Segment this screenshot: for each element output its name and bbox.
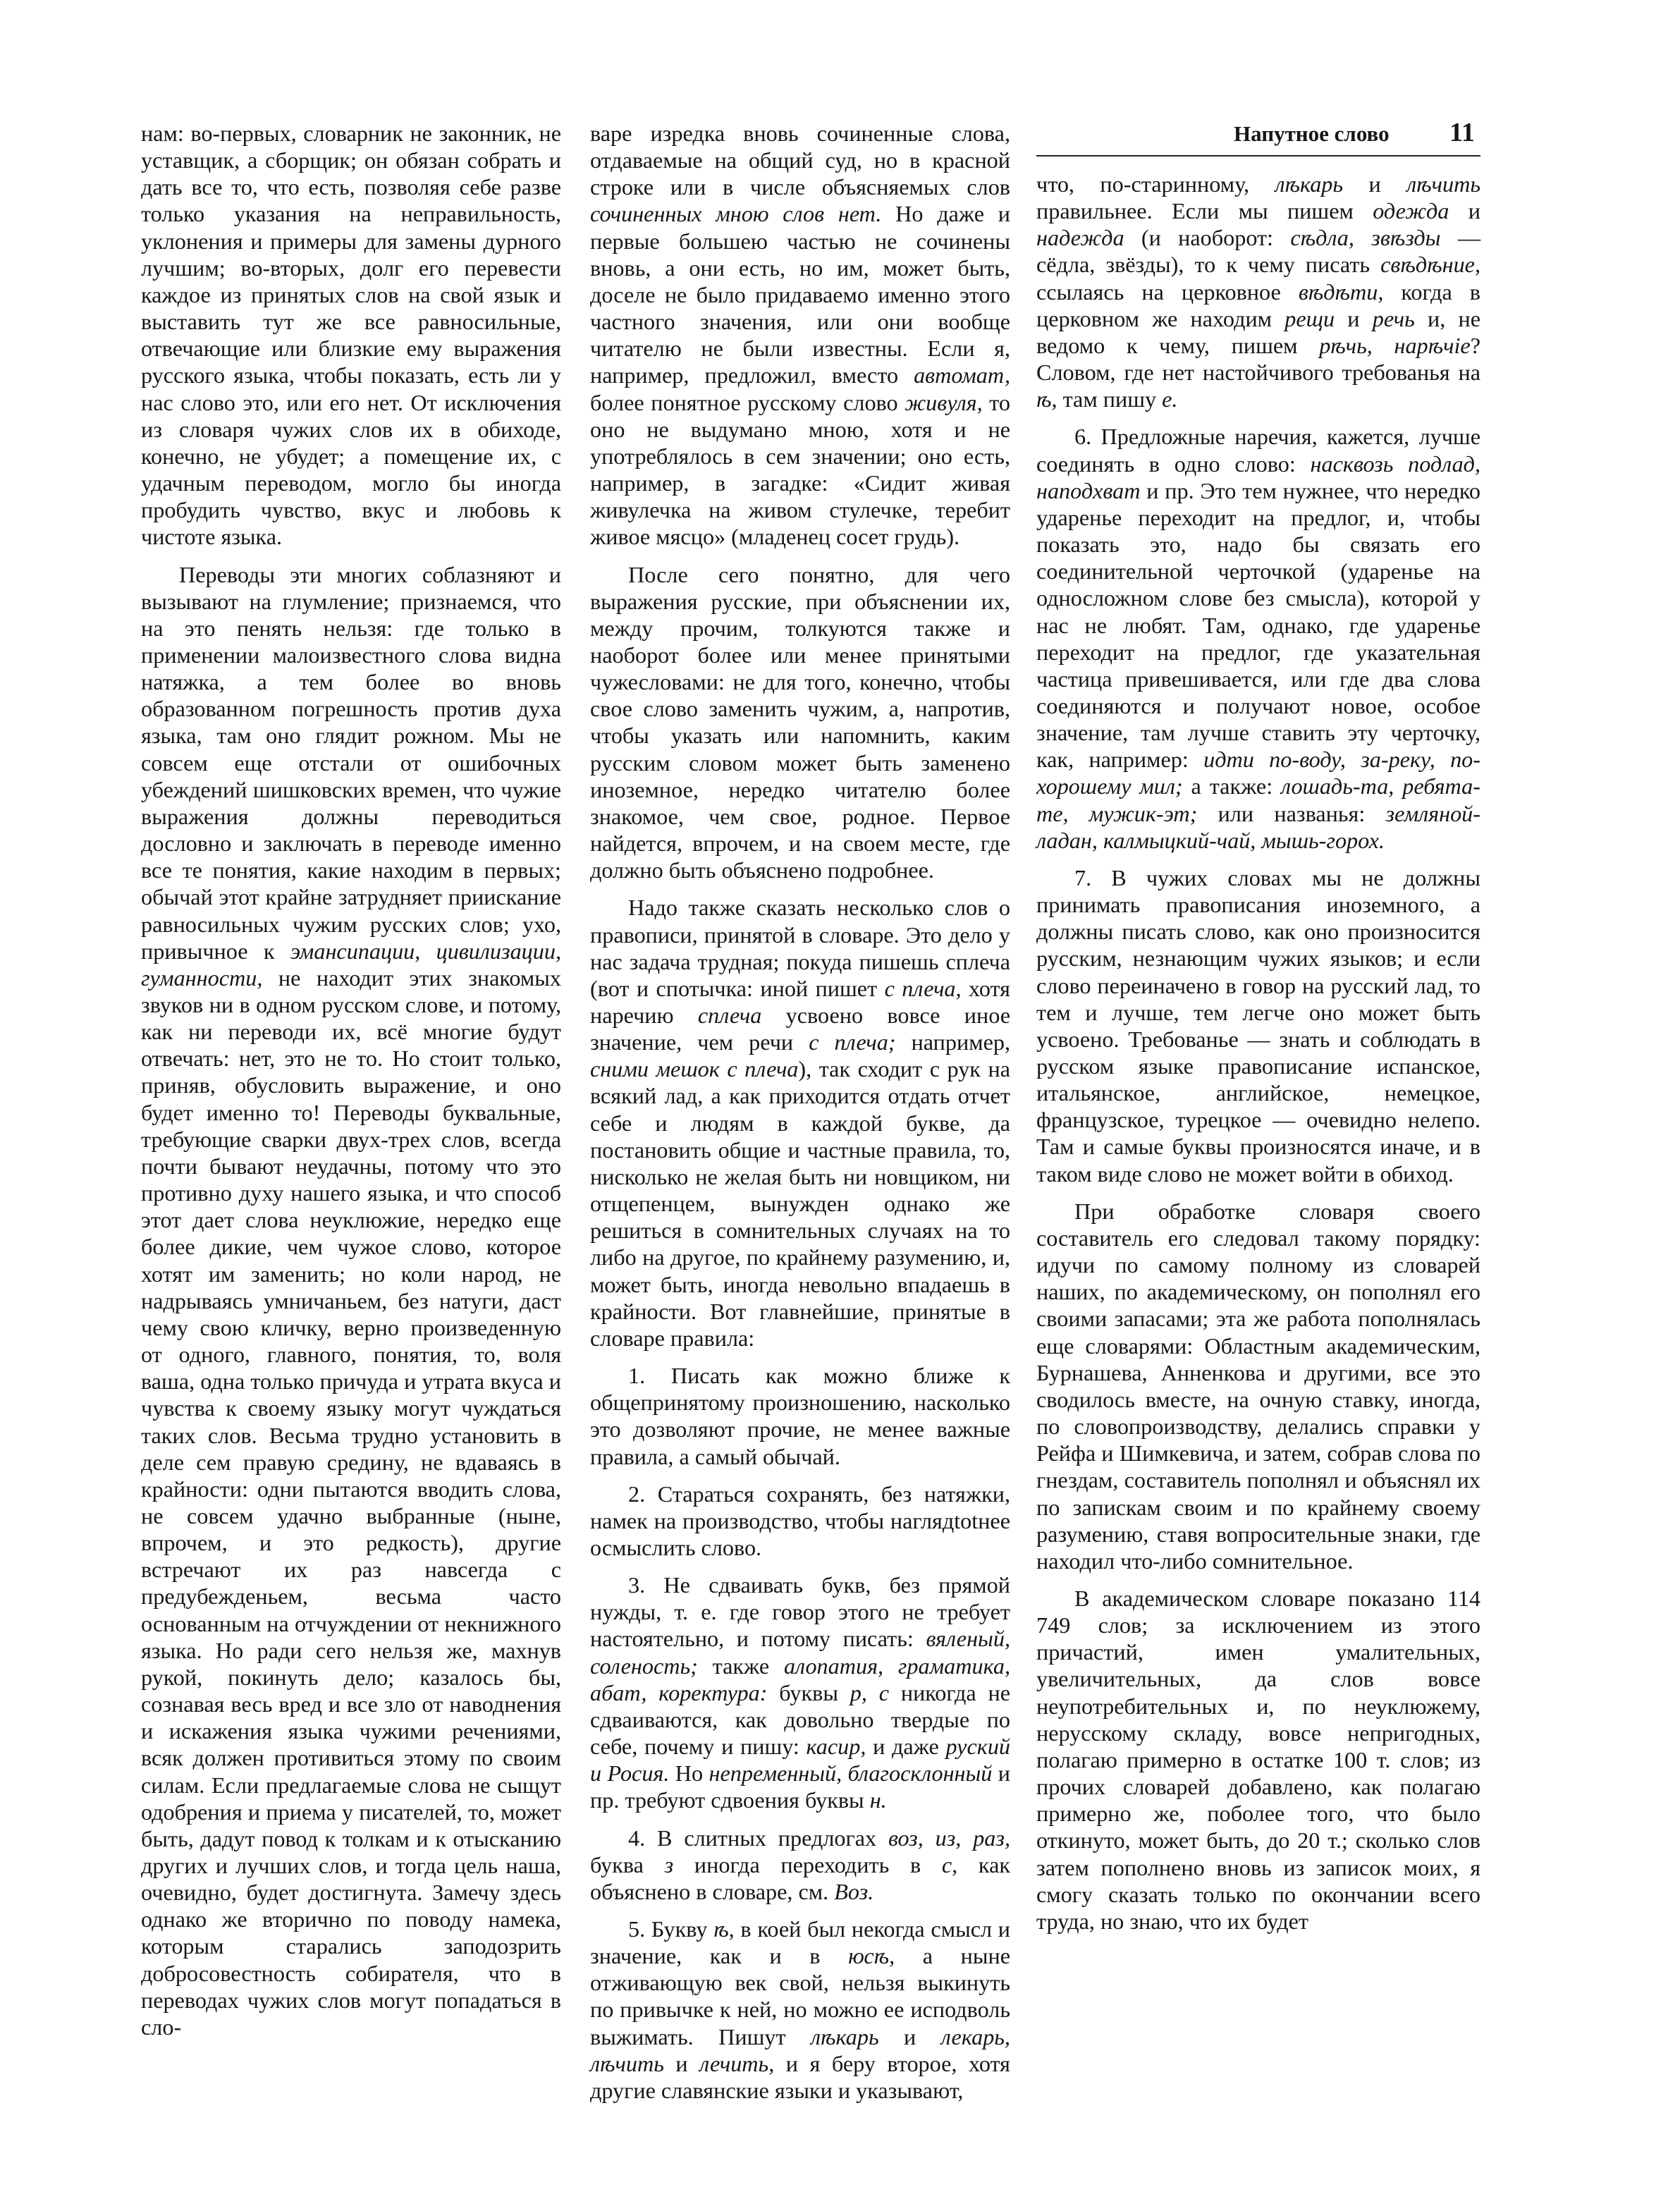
text-run: и (1335, 305, 1373, 331)
italic-term: автомат, (914, 362, 1010, 388)
italic-term: лечить, (699, 2050, 775, 2076)
italic-term: н. (869, 1787, 887, 1813)
italic-term: с плеча, (884, 975, 962, 1001)
text-run: а ныне отживающую век свой, нельзя выкинуть по привычке к ней, но можно ее исподволь выжимать. Пишут (590, 1943, 1010, 2049)
italic-term: рѣчь, нарѣчіе (1319, 332, 1471, 358)
text-run: 1. Писать как можно ближе к общепринятому произношению, насколько это дозволяют прочие, не менее важные правила, а самый обычай. (590, 1363, 1010, 1469)
text-run: нам: во-первых, словарник не законник, не уставщик, а сборщик; он обязан собрать и дать все то, что есть, позволяя себе разве только указания на неправильность, уклонения и примеры для замены дурного лучшим; во-вторых, долг его перевести каждое из принятых слов на свой язык и выставить тут же все равносильные, отвечающие или близкие ему выражения русского языка, чтобы показать, есть ли у нас слово это, или его нет. От исключения из словаря чужих слов их в обиходе, конечно, не убудет; а помещение их, с удачным переводом, могло бы иногда пробудить чувство, вкус и любовь к чистоте языка. (141, 121, 561, 550)
text-run: не находит этих знакомых звуков ни в одном русском слове, и потому, как ни переводи их, всё многие будут отвечать: нет, это не то. Но стоит только, приняв, обусловить выражение, и оно будет именно то! Переводы буквальные, требующие сварки двух-трех слов, всегда почти бывают неудачны, потому что это противно духу нашего языка, и что способ этот дает слова неуклюжие, нередко еще более дикие, чем чужое слово, которое хотят им заменить; но коли народ, не надрываясь умничаньем, без натуги, даст чему свою кличку, верно произведенную от одного, главного, понятия, то, воля ваша, одна только причуда и утрата вкуса и чувства к своему языку могут чуждаться таких слов. Весьма трудно установить в деле сем правую средину, не вдаваясь в крайности: одни пытаются вводить слова, не совсем удачно выбранные (ныне, впрочем, и это редкость), другие встречают их раз навсегда с предубежденьем, весьма часто основанным на отчуждении от некнижного языка. Но ради сего нельзя же, махнув рукой, покинуть дело; казалось бы, сознавая весь вред и все зло от наводнения и искажения языка чужими речениями, всяк должен противиться этому по своим силам. Если предлагаемые слова не сыщут одобрения и приема у писателей, то, может быть, дадут повод к толкам и к отысканию других и лучших слов, и тогда цель наша, очевидно, будет достигнута. Замечу здесь однако же вторично по поводу намека, которым старались заподозрить добросовестность собирателя, что в переводах чужих слов могут попадаться в сло- (141, 964, 561, 2040)
text-run: — сёдла, звёзды), то к чему писать (1036, 225, 1480, 278)
text-run: 2. Стараться сохранять, без натяжки, намек на производство, чтобы наглядtotнее осмыслить слово. (590, 1481, 1010, 1560)
italic-term: вяленый, соленость; (590, 1626, 1010, 1679)
text-run: например, (895, 1029, 1010, 1055)
text-run: Но (669, 1760, 709, 1787)
paragraph (590, 1825, 1010, 1905)
italic-term: лекарь, лѣчить (590, 2023, 1010, 2076)
text-run: и (1449, 198, 1480, 224)
paragraph (1036, 1585, 1480, 1935)
paragraph (1036, 171, 1480, 412)
text-run: , в коей был некогда смысл и значение, как и в (590, 1916, 1010, 1969)
italic-term: речь (1372, 305, 1415, 331)
paragraph (1036, 423, 1480, 854)
text-run: и (1343, 171, 1407, 197)
text-run: когда в церковном же находим (1036, 278, 1480, 331)
text-run: и, не ведомо к чему, пишем (1036, 305, 1480, 358)
paragraph (141, 561, 561, 2041)
italic-term: сѣдла, звѣзды (1290, 225, 1441, 251)
text-run: а также: (1182, 773, 1282, 799)
text-run: 3. Не сдваивать букв, без прямой нужды, т. е. где говор этого не требует настоятельно, и потому писать: (590, 1572, 1010, 1652)
text-run: правильнее. Если мы пишем (1036, 198, 1373, 224)
text-run: варе изредка вновь сочиненные слова, отдаваемые на общий суд, но в красной строке или в числе объясняемых слов (590, 121, 1010, 200)
italic-term: з (664, 1851, 674, 1877)
text-column-middle (590, 120, 1010, 2104)
italic-term: с плеча; (809, 1029, 896, 1055)
paragraph (590, 1571, 1010, 1813)
text-run: При обработке словаря своего составитель его следовал такому порядку: идучи по самому полному из словарей наших, по академическому, он пополнял его своими запасами; эта же работа пополнялась еще словарями: Областным академическим, Бурнашева, Анненкова и другими, все это сводилось вместе, на очную ставку, иногда, по словопроизводству, делались справки у Рейфа и Шимкевича, и затем, собрав слова по гнездам, составитель пополнял и объяснял их по запискам своим и по крайнему своему разумению, ставя вопросительные знаки, где находил что-либо сомнительное. (1036, 1198, 1480, 1574)
running-header-title: Напутное слово (1234, 121, 1390, 146)
italic-term: лѣкарь (811, 2023, 879, 2049)
italic-term: ѣ (713, 1916, 729, 1942)
text-run: 6. Предложные наречия, кажется, лучше соединять в одно слово: (1036, 424, 1480, 477)
text-run: что, по-старинному, (1036, 171, 1275, 197)
italic-term: касир, (806, 1734, 866, 1760)
text-run: то оно не выдумано мною, хотя и не употреблялось в сем значении; оно есть, например, в загадке: «Сидит живая живулечка на живом стулечке, теребит живое мясцо» (младенец сосет грудь). (590, 389, 1010, 550)
text-run: 4. В слитных предлогах (628, 1825, 888, 1851)
paragraph (590, 1916, 1010, 2104)
italic-term: сочиненных мною слов нет. (590, 201, 882, 227)
page-number: 11 (1449, 118, 1475, 147)
italic-term: свѣдѣние, (1380, 252, 1480, 278)
italic-term: воз, из, раз, (888, 1825, 1010, 1851)
text-run: ссылаясь на церковное (1036, 278, 1299, 305)
paragraph (141, 120, 561, 551)
text-run: также (697, 1653, 784, 1679)
text-run: и (878, 2023, 941, 2049)
text-run: хотя наречию (590, 975, 1010, 1028)
text-run: там пишу (1057, 386, 1163, 412)
italic-term: насквозь подлад, наподхват (1036, 451, 1481, 503)
text-column-right (1036, 171, 1480, 1935)
paragraph (590, 894, 1010, 1352)
text-run: и я беру второе, хотя другие славянские языки и указывают, (590, 2050, 1010, 2103)
italic-term: земляной-ладан, калмыцкий-чай, мышь-горох. (1036, 800, 1480, 853)
text-run: как объяснено в словаре, см. (590, 1851, 1010, 1904)
paragraph (590, 120, 1010, 551)
italic-term: лѣкарь (1275, 171, 1344, 197)
text-run: более понятное русскому слово (590, 389, 905, 415)
text-run: ), так сходит с рук на всякий лад, а как приходится отдать отчет себе и людям в каждой букве, да постановить общие и частные правила, то, нисколько не желая быть ни новщиком, ни отщепенцем, вынужден однако же решиться в сомнительных случаях на то либо на другое, по крайнему разумению, и, может быть, иногда невольно впадаешь в крайности. Вот главнейшие, принятые в словаре правила: (590, 1056, 1010, 1351)
text-run: 5. Букву (628, 1916, 714, 1942)
italic-term: Воз. (834, 1878, 874, 1904)
italic-term: юсѣ, (848, 1943, 895, 1969)
italic-term: эмансипации, цивилизации, гуманности, (141, 938, 561, 991)
italic-term: с, (941, 1851, 958, 1877)
header-rule (1036, 155, 1480, 157)
text-run: или названья: (1197, 800, 1386, 826)
italic-term: непременный, благосклонный (709, 1760, 993, 1787)
italic-term: р, с (850, 1679, 890, 1705)
italic-term: ѣ, (1036, 386, 1057, 412)
text-column-left (141, 120, 561, 2040)
text-run: После сего понятно, для чего выражения русские, при объяснении их, между прочим, толкуются также и наоборот более или менее принятыми чужесловами: не для того, конечно, чтобы свое слово заменить чужим, а, напротив, чтобы указать или напомнить, каким русским словом может быть заменено иноземное, нередко читателю более знакомое, чем свое, родное. Первое найдется, впрочем, и на своем месте, где должно быть объяснено подробнее. (590, 561, 1010, 883)
paragraph (590, 561, 1010, 884)
paragraph (1036, 864, 1480, 1187)
text-run: Переводы эти многих соблазняют и вызывают на глумление; признаемся, что на это пенять нельзя: где только в применении малоизвестного слова видна натяжка, а тем более во вновь образованном погрешность против духа языка, там оно глядит рожном. Мы не совсем еще отстали от ошибочных убеждений шишковских времен, что чужие выражения должны переводиться дословно и заключать в переводе именно все те понятия, какие находим в первых; обычай этот крайне затрудняет приискание равносильных чужим русских слов; ухо, привычное к (141, 561, 561, 964)
text-run: и пр. требуют сдвоения буквы (590, 1760, 1010, 1813)
italic-term: рещи (1284, 305, 1335, 331)
italic-term: идти по-воду, за-реку, по-хорошему мил; (1036, 747, 1480, 799)
text-run: Надо также сказать несколько слов о правописи, принятой в словаре. Это дело у нас задача трудная; покуда пишешь сплеча (вот и спотычка: иной пишет (590, 895, 1010, 1001)
italic-term: сплеча (697, 1003, 762, 1028)
paragraph (590, 1362, 1010, 1470)
text-run: усвоено вовсе иное значение, чем речи (590, 1003, 1010, 1055)
paragraph (590, 1481, 1010, 1561)
italic-term: лошадь-та, ребята-те, мужик-эт; (1036, 773, 1480, 826)
italic-term: руский и Росия. (590, 1734, 1011, 1787)
italic-term: живуля, (905, 389, 983, 415)
text-run: и пр. Это тем нужнее, что нередко ударенье переходит на предлог, и, чтобы показать это, надо бы связать его соединительной черточкой (ударенье на односложном слове без смысла), которой у нас не любят. Там, однако, где ударенье переходит на предлог, где указательная частица привешивается, или где два слова соединяются и получают новое, особое значение, там лучше ставить эту черточку, как, например: (1036, 477, 1480, 773)
text-run: В академическом словаре показано 114 749 слов; за исключением из этого причастий, имен умалительных, увеличительных, да слов вовсе неупотребительных и, по неуклюжему, нерусскому складу, вовсе непригодных, полагаю примерно в остатке 100 т. слов; из прочих словарей добавлено, как полагаю примерно же, поболее того, что было откинуто, может быть, до 20 т.; сколько слов затем пополнено вновь из записок моих, я смогу сказать только по окончании всего труда, но знаю, что их будет (1036, 1585, 1480, 1934)
text-run: буквы (767, 1679, 850, 1705)
italic-term: надежда (1036, 225, 1124, 251)
text-run: никогда не сдваиваются, как довольно твердые по себе, почему и пишу: (590, 1679, 1010, 1760)
italic-term: алопатия, граматика, абат, коректура: (590, 1653, 1010, 1705)
italic-term: вѣдѣти, (1298, 278, 1384, 305)
italic-term: е. (1162, 386, 1178, 412)
text-run: иногда переходить в (673, 1851, 942, 1877)
text-run: (и наоборот: (1124, 225, 1291, 251)
text-run: буква (590, 1851, 665, 1877)
italic-term: одежда (1373, 198, 1449, 224)
text-run: и (663, 2050, 700, 2076)
text-run: и даже (866, 1734, 946, 1760)
italic-term: сними мешок с плеча (590, 1056, 799, 1082)
text-run: Но даже и первые большею частью не сочинены вновь, а они есть, но им, может быть, доселе не было придаваемо именно этого частного значения, или они вообще читателю не были известны. Если я, например, предложил, вместо (590, 201, 1011, 388)
text-run: ? Словом, где нет настойчивого требованья на (1036, 332, 1480, 386)
paragraph (1036, 1198, 1480, 1574)
text-run: 7. В чужих словах мы не должны принимать правописания иноземного, а должны писать слово, как оно произносится русским, незнающим чужих языков; и если слово переиначено в говор на русский лад, то тем и лучше, тем легче оно может быть усвоено. Требованье — знать и соблюдать в русском языке правописание испанское, итальянское, английское, немецкое, французское, турецкое — очевидно нелепо. Там и самые буквы произносятся иначе, и в таком виде слово не может войти в обиход. (1036, 864, 1480, 1187)
italic-term: лѣчить (1406, 171, 1480, 197)
